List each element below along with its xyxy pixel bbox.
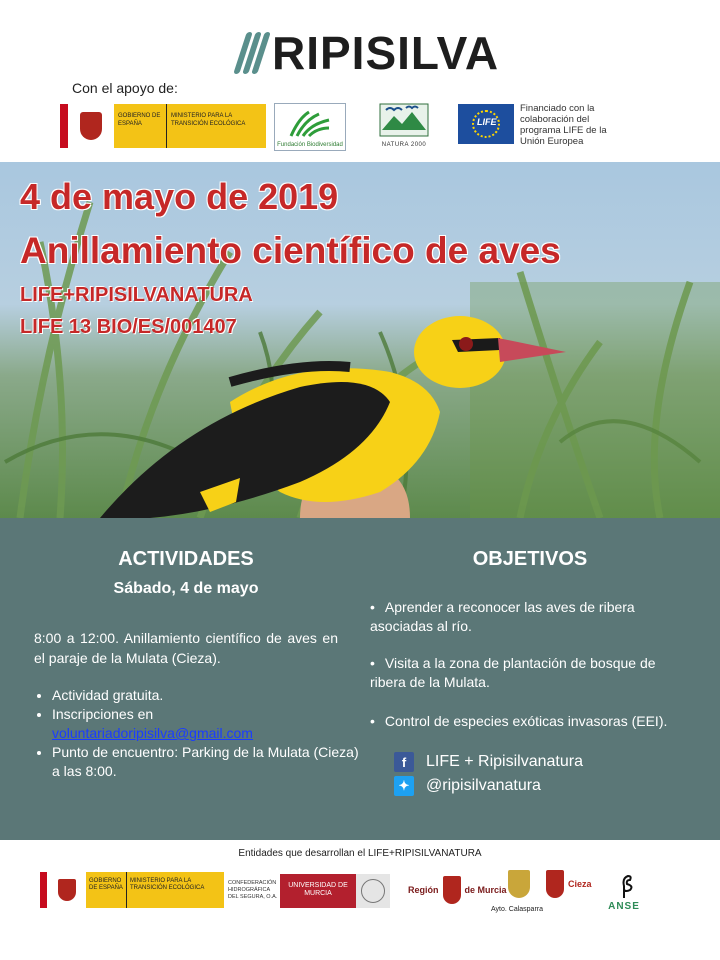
twitter-label: @ripisilvanatura xyxy=(426,777,541,794)
activities-heading: ACTIVIDADES xyxy=(118,548,254,570)
list-item xyxy=(52,686,362,705)
chs-logo: CONFEDERACIÓN HIDROGRÁFICA DEL SEGURA, O.A. xyxy=(228,880,278,900)
facebook-link[interactable] xyxy=(394,752,583,772)
ministerio-label: MINISTERIO PARA LA TRANSICIÓN ECOLÓGICA xyxy=(166,104,266,148)
footer-gobierno-label: GOBIERNO DE ESPAÑA xyxy=(86,872,126,908)
event-title: Anillamiento científico de aves xyxy=(20,230,561,271)
twitter-link[interactable] xyxy=(394,776,541,796)
um-logo: UNIVERSIDAD DE MURCIA xyxy=(280,874,356,908)
objective-item xyxy=(370,712,690,731)
calasparra-shield-icon xyxy=(508,870,530,898)
objective-item xyxy=(370,654,690,692)
calasparra-label: Ayto. Calasparra xyxy=(491,906,544,913)
natura-2000-logo xyxy=(376,100,432,148)
fundacion-label: Fundación Biodiversidad xyxy=(277,142,343,148)
um-seal-icon xyxy=(356,874,390,908)
entities-label: Entidades que desarrollan el LIFE+RIPISILVANATURA xyxy=(238,848,482,859)
gobierno-espana-logo xyxy=(60,104,266,148)
project-code: LIFE 13 BIO/ES/001407 xyxy=(20,316,237,338)
eu-funding-text: Financiado con la colaboración del programa LIFE de la Unión Europea xyxy=(520,103,607,147)
registration-email-link[interactable]: voluntariadoripisilva@gmail.com xyxy=(52,725,253,741)
murcia-shield-icon xyxy=(443,876,461,904)
eu-life-logo xyxy=(458,104,514,144)
objective-item xyxy=(370,598,690,636)
objectives-heading: OBJETIVOS xyxy=(472,548,588,570)
cieza-shield-icon xyxy=(546,870,564,898)
spain-shield-icon xyxy=(40,872,86,908)
brand-name: RIPISILVA xyxy=(272,27,500,79)
footer-gobierno-logo xyxy=(40,872,224,908)
registration-text: Inscripciones en xyxy=(52,706,154,722)
facebook-label: LIFE + Ripisilvanatura xyxy=(426,753,583,770)
event-date: 4 de mayo de 2019 xyxy=(20,176,339,217)
murcia-label-a: Región xyxy=(408,885,439,895)
objective-text: Visita a la zona de plantación de bosque de ribera de la Mulata. xyxy=(370,655,656,690)
anse-logo xyxy=(600,872,648,912)
bullet-icon: • xyxy=(370,599,375,615)
flamingo-icon xyxy=(600,872,648,900)
anse-label: ANSE xyxy=(608,901,640,912)
fundacion-biodiversidad-logo xyxy=(274,103,346,151)
objective-text: Aprender a reconocer las aves de ribera asociadas al río. xyxy=(370,599,635,634)
bullet-icon: • xyxy=(370,655,375,671)
activities-list xyxy=(34,686,362,781)
footer-ministerio-label: MINISTERIO PARA LA TRANSICIÓN ECOLÓGICA xyxy=(126,872,224,908)
ripisilva-mark-icon xyxy=(236,30,266,76)
murcia-label-b: de Murcia xyxy=(464,885,507,895)
spain-shield-icon xyxy=(60,104,114,148)
cieza-logo xyxy=(546,870,592,898)
twitter-icon: ✦ xyxy=(394,776,414,796)
bullet-icon: • xyxy=(370,713,375,729)
info-panel xyxy=(0,518,720,840)
ripisilva-logo xyxy=(236,27,500,79)
activity-free-text: Actividad gratuita. xyxy=(52,687,164,703)
project-name: LIFE+RIPISILVANATURA xyxy=(20,284,253,306)
objective-text: Control de especies exóticas invasoras (EEI). xyxy=(384,713,668,729)
grass-icon xyxy=(289,108,331,138)
list-item xyxy=(52,705,362,743)
meeting-point-text: Punto de encuentro: Parking de la Mulata (Cieza) a las 8:00. xyxy=(52,744,359,779)
life-label: LIFE xyxy=(477,117,497,127)
natura-landscape-icon xyxy=(376,100,432,138)
activities-schedule: 8:00 a 12:00. Anillamiento científico de aves en el paraje de la Mulata (Cieza). xyxy=(34,630,338,666)
activities-date: Sábado, 4 de mayo xyxy=(113,580,259,597)
list-item xyxy=(52,743,362,781)
facebook-icon: f xyxy=(394,752,414,772)
support-label: Con el apoyo de: xyxy=(72,80,178,96)
gobierno-label: GOBIERNO DE ESPAÑA xyxy=(114,104,166,148)
region-murcia-logo xyxy=(408,870,507,910)
cieza-label: Cieza xyxy=(568,879,592,889)
natura-label: NATURA 2000 xyxy=(381,142,427,148)
